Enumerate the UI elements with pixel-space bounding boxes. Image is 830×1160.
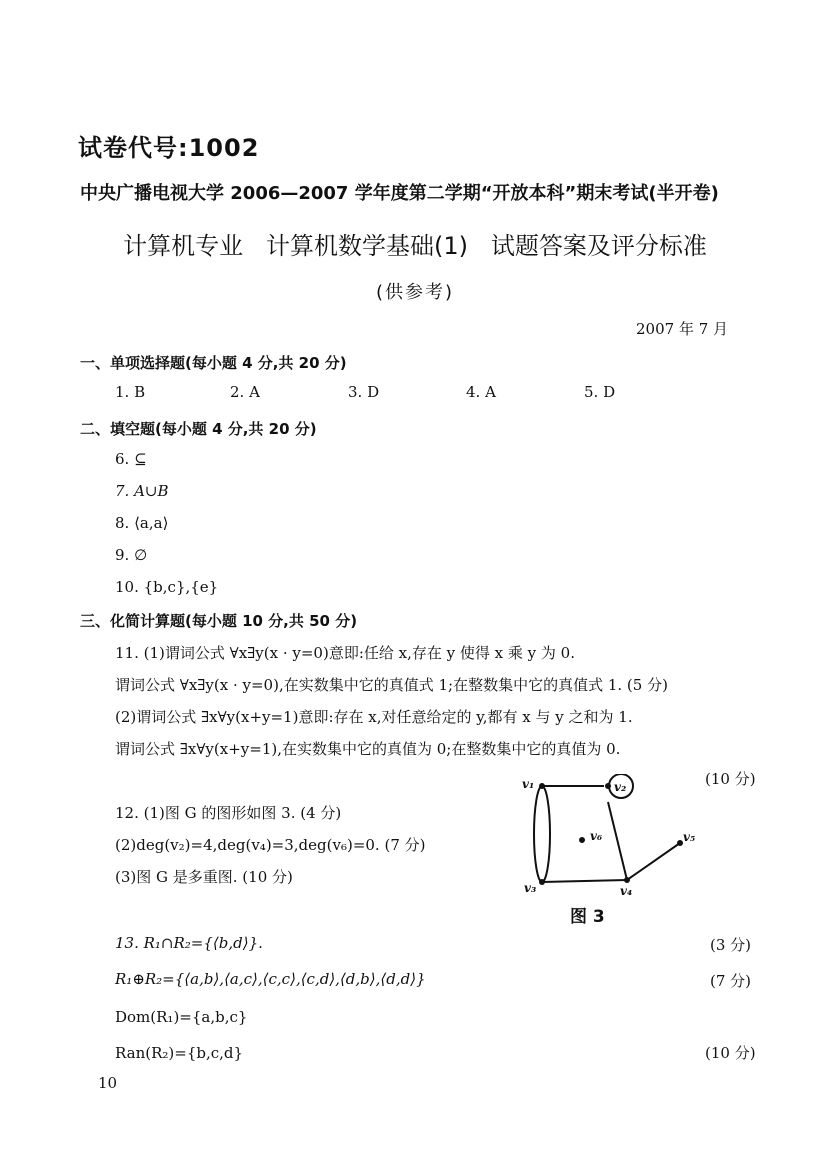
q13-line-1: 13. R₁∩R₂={⟨b,d⟩}. [115,934,263,952]
q11-line-2: 谓词公式 ∀x∃y(x · y=0),在实数集中它的真值式 1;在整数集中它的真值式 1. (5 分) [115,676,668,694]
edge-v4-v5 [627,843,680,880]
paper-code: 试卷代号:1002 [78,134,260,162]
vertex-v3 [539,879,545,885]
q13-line-2: R₁⊕R₂={⟨a,b⟩,⟨a,c⟩,⟨c,c⟩,⟨c,d⟩,⟨d,b⟩,⟨d,d⟩} [115,970,426,988]
mc-answer-2: 2. A [230,383,260,401]
exam-title: 中央广播电视大学 2006—2007 学年度第二学期“开放本科”期末考试(半开卷) [80,183,719,204]
edge-v3-v4 [542,880,627,882]
page-number: 10 [98,1074,118,1092]
section1-title: 一、单项选择题(每小题 4 分,共 20 分) [80,354,347,372]
q13-score-2: (7 分) [710,972,752,990]
section3-title: 三、化简计算题(每小题 10 分,共 50 分) [80,612,358,630]
vertex-v4 [624,877,630,883]
q11-line-1: 11. (1)谓词公式 ∀x∃y(x · y=0)意即:任给 x,存在 y 使得 x 乘 y 为 0. [115,644,575,662]
figure-caption: 图 3 [570,907,605,927]
q13-line-4: Ran(R₂)={b,c,d} [115,1044,244,1062]
q12-line-1: 12. (1)图 G 的图形如图 3. (4 分) [115,804,342,822]
q13-line-3: Dom(R₁)={a,b,c} [115,1008,248,1026]
label-v6: v₆ [590,829,603,843]
fill-answer-6: 6. ⊆ [115,450,147,468]
fill-answer-8: 8. ⟨a,a⟩ [115,514,169,532]
course-title: 计算机专业 计算机数学基础(1) 试题答案及评分标准 [123,232,707,260]
mc-answer-5: 5. D [584,383,616,401]
fill-answer-7: 7. A∪B [115,482,169,500]
label-v4: v₄ [620,884,633,898]
q11-score: (10 分) [705,770,756,788]
vertex-v6 [579,837,585,843]
edge-v2-v4 [608,802,627,880]
fill-answer-10: 10. {b,c},{e} [115,578,219,596]
q13-score-1: (3 分) [710,936,752,954]
graph-figure [512,774,712,900]
q12-line-2: (2)deg(v₂)=4,deg(v₄)=3,deg(v₆)=0. (7 分) [115,836,426,854]
multi-edge-v1-v3 [534,786,550,882]
label-v1: v₁ [522,777,535,791]
q11-line-3: (2)谓词公式 ∃x∀y(x+y=1)意即:存在 x,对任意给定的 y,都有 x 与 y 之和为 1. [115,708,633,726]
section2-title: 二、填空题(每小题 4 分,共 20 分) [80,420,317,438]
label-v2: v₂ [614,780,627,794]
fill-answer-9: 9. ∅ [115,546,148,564]
exam-date: 2007 年 7 月 [636,320,729,338]
mc-answer-3: 3. D [348,383,380,401]
q11-line-4: 谓词公式 ∃x∀y(x+y=1),在实数集中它的真值为 0;在整数集中它的真值为 0. [115,740,621,758]
mc-answer-1: 1. B [115,383,146,401]
reference-note: (供参考) [375,282,455,303]
label-v3: v₃ [524,881,537,895]
mc-answer-4: 4. A [466,383,496,401]
label-v5: v₅ [683,830,696,844]
vertex-v1 [539,783,545,789]
q13-score-4: (10 分) [705,1044,756,1062]
q12-line-3: (3)图 G 是多重图. (10 分) [115,868,293,886]
vertex-v2 [605,783,611,789]
